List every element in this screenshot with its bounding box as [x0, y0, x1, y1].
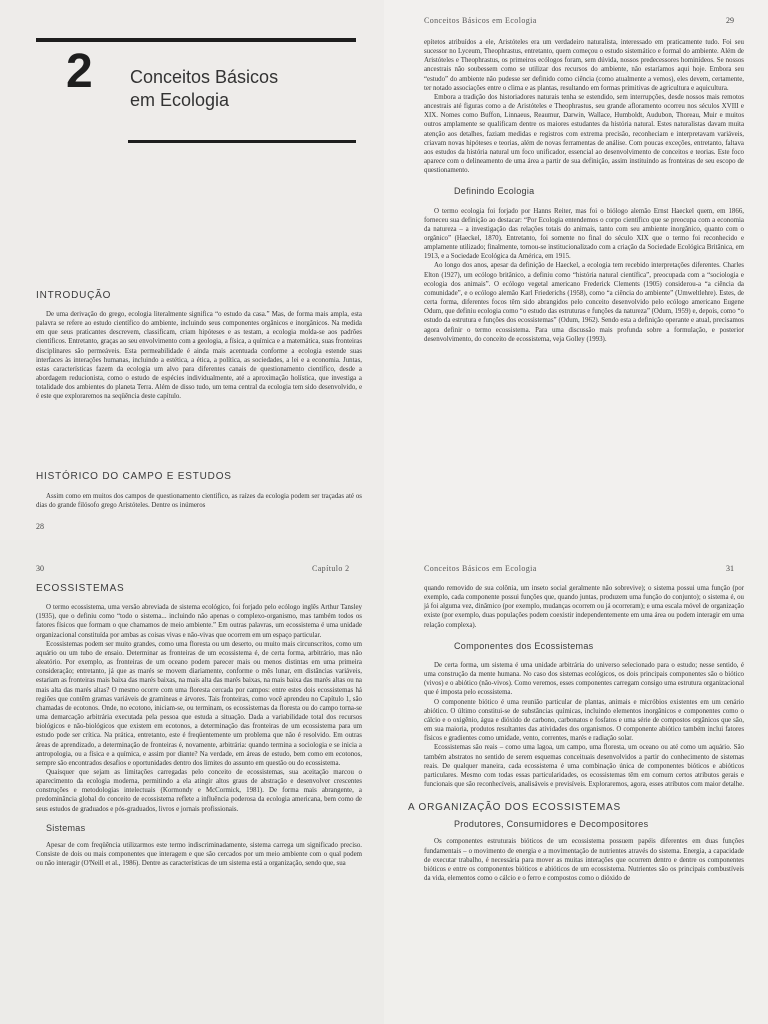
componentes-heading: Componentes dos Ecossistemas: [454, 640, 594, 651]
paragraph: Ecossistemas podem ser muito grandes, como uma floresta ou um deserto, ou muito mais circunscritos, como um aquário ou um tubo de ensaio. Determinar as fronteiras de um ecossistema é, de certa forma, arbitrário, mas não aleatório. Por exemplo, as fronteiras de um oceano podem parecer mais ou menos distintas em uma primeira consideração; entretanto, já que as marés se movem diariamente, conforme o mês lunar, em distâncias variáveis, estariam as fronteiras mais baixa das marés baixas, na mais alta das marés baixas, na mais baixa das marés altas ou na mais alta das marés altas? O mesmo ocorre com uma floresta cercada por campos: entre estes dois ecossistemas há regiões que contêm gramas variáveis de gramíneas e árvores. Tais fronteiras, como você aprendeu no Capítulo 1, são chamadas de ecotonos. Onde, no ecotono, iniciam-se, ou terminam, os ecossistemas da floresta ou do campo torna-se uma demarcação arbitrária executada pela pessoa que estuda a situação. Dada a variabilidade total dos recursos biológicos e não-biológicos que existem em ecotonos, a determinação das fronteiras de um ecossistema para um estudo pode ser crítica. Na prática, entretanto, este é freqüentemente um problema que não é resolvido. Em outras áreas de aprendizado, a determinação de fronteiras é, novamente, arbitrária: quando termina a sociologia e se inicia a antropologia, ou a física e a química, e assim por diante? Na verdade, em áreas de estudo, bem como em ecotonos, sempre são encontrados desafios e oportunidades dentro dos limites do assunto em questão ou do ecossistema.: [36, 640, 362, 767]
paragraph: Quaisquer que sejam as limitações carregadas pelo conceito de ecossistemas, sua aceitação marcou o aparecimento da ecologia moderna, permitindo a ela atingir altos graus de abstração e desenvolver crescentes construções e metodologias intelectuais (Kormondy e McCormick, 1981). De forma mais abrangente, a predominância global do conceito de ecossistema reflete a influência poderosa da ecologia americana, bem como de seus estudos de graduados e pós-graduados, livros e jornais profissionais.: [36, 768, 362, 813]
definindo-ecologia-heading: Definindo Ecologia: [454, 186, 535, 197]
paragraph: epítetos atribuídos a ele, Aristóteles era um verdadeiro naturalista, interessado em praticamente tudo. Foi seu sucessor no Lyceum, Theophrastus, entretanto, quem começou o estudo sistemático e formal do ambiente. Além de Aristóteles e Theophrastus, os primeiros ecólogos foram, sem dúvida, nossos predecessores hominídeos. Se nossos ancestrais não soubessem como se utilizar dos recursos do ambiente, não estaríamos aqui hoje. Embora seu “estudo” do ambiente não pudesse ser definido como ciência (como atualmente a vemos), eles devem, certamente, ter notado associações entre o clima e as plantas, resultando em formas primitivas de agricultura e aquicultura.: [424, 39, 744, 92]
intro-body: [36, 310, 362, 402]
sistemas-heading: Sistemas: [46, 822, 86, 833]
page-28: [0, 0, 384, 540]
page-29: [384, 0, 768, 540]
page-30: [0, 540, 384, 1024]
paragraph: O termo ecossistema, uma versão abreviada de sistema ecológico, foi forjado pelo ecólogo inglês Arthur Tansley (1935), que o definiu como “todo o sistema... incluindo não apenas o complexo-organismo, mas também todos os fatores físicos que formam o que chamamos de meio ambiente.” Em outras palavras, um ecossistema é uma unidade organizacional constituída por ambas as coisas vivas e não-vivas que ocorrem em um espaço particular.: [36, 604, 362, 639]
paragraph: Os componentes estruturais bióticos de um ecossistema possuem papéis diferentes em duas funções fundamentais – o movimento de energia e a movimentação de nutrientes através do sistema. Energia, a capacidade de executar trabalho, é necessária para mover as muitas interações que ocorrem dentro e dentre os componentes bióticos e entre os componentes bióticos e abióticos de um ecossistema. Nutrientes são os principais combustíveis da vida, elementos como o cálcio e o ferro e compostos como o dióxido de: [424, 838, 744, 883]
chapter-title-line2: em Ecologia: [130, 90, 230, 110]
page-number: 30: [36, 564, 44, 573]
chapter-title-line1: Conceitos Básicos: [130, 67, 279, 87]
paragraph: O termo ecologia foi forjado por Hanns Reiter, mas foi o biólogo alemão Ernst Haeckel quem, em 1866, forneceu sua definição ao destacar: “Por Ecologia entendemos o corpo científico que se preocupa com a economia da natureza – a investigação das relações totais do animais, tanto com seu ambiente inorgânico, quanto com o orgânico” (Haeckel, 1870). Entretanto, foi somente no final do século XIX que o termo foi reconhecido e amplamente utilizado; finalmente, tornou-se institucionalizado com a criação da Sociedade Ecológica Britânica, em 1913, e a Sociedade Ecológica da América, em 1915.: [424, 207, 744, 261]
history-body: [36, 492, 362, 510]
running-head: Conceitos Básicos em Ecologia: [424, 564, 537, 573]
paragraph: Embora a tradição dos historiadores naturais tenha se estendido, sem interrupções, desde nossos mais remotos ancestrais até figuras como a de Aristóteles e Theophrastus, seu grande afloramento ocorreu nos séculos XVIII e XIX. Nomes como Buffon, Linnaeus, Reaumur, Darwin, Wallace, Humboldt, Audubon, Thoreau, Muir e muitos outros amplamente se qualificam dentre os maiores estudantes da história natural. Estes naturalistas davam muita atenção aos detalhes, faziam medidas e registros com extrema precisão, reconheciam e interpretavam variáveis, criavam novas hipóteses e teorias, além de novas ferramentas de análise. Com poucas exceções, entretanto, faltava aos estudos da história natural um foco unificador, essencial ao desenvolvimento de conceitos e teorias. Este foco aparece com o delineamento de uma área a partir de sua definição, assim instituindo as fronteiras de seu escopo de questionamento.: [424, 93, 744, 175]
history-heading: HISTÓRICO DO CAMPO E ESTUDOS: [36, 471, 232, 482]
intro-heading: INTRODUÇÃO: [36, 290, 112, 301]
page-number: 31: [726, 564, 734, 573]
paragraph: O componente biótico é uma reunião particular de plantas, animais e micróbios existentes em um cenário abiótico. O último constitui-se de substâncias químicas, incluindo elementos inorgânicos e componentes como o cálcio e o oxigênio, água e dióxido de carbono, carbonatos e fosfatos e uma série de compostos orgânicos que são, em sua maioria, produtos resultantes das atividades dos organismos. O componente abiótico também inclui fatores físicos e gradientes como umidade, vento, correntes, marés e radiação solar.: [424, 698, 744, 743]
page31-body: [408, 584, 745, 883]
page29-body: [424, 38, 744, 344]
organizacao-heading: A ORGANIZAÇÃO DOS ECOSSISTEMAS: [408, 802, 621, 814]
chapter-number: 2: [66, 45, 93, 98]
intro-paragraph: De uma derivação do grego, ecologia literalmente significa “o estudo da casa.” Mas, de forma mais ampla, esta palavra se refere ao estudo científico do ambiente, incluindo seus componentes orgânicos e inorgânicos. Na medida em que seus praticantes descrevem, classificam, criam hipóteses e as testam, a ecologia molda-se aos padrões científicos. Entretanto, graças ao seu envolvimento com a geologia, a física, a química e a matemática, suas fronteiras disciplinares são permeáveis. Esta permeabilidade é ainda mais acentuada conforme a ecologia estende suas interfaces às interações humanas, incluindo a estética, a ética, a política, as sociedades, a lei e a economia. Juntas, estas características fazem da ecologia um alvo para diferentes canais de questionamento científico, desde a abordagem reducionista, como o estudo de espécies individualmente, até a aproximação holística, que investiga a totalidade dos ambientes do planeta Terra. Além de disso tudo, um tema central da ecologia tem sido desenvolvido, e é este que exploraremos na seqüência deste capítulo.: [36, 311, 362, 401]
running-head: Capítulo 2: [312, 564, 350, 573]
paragraph: Ao longo dos anos, apesar da definição de Haeckel, a ecologia tem recebido interpretações diferentes. Charles Elton (1927), um ecólogo britânico, a definiu como “história natural científica”, preocupada com a “sociologia e ecologia dos animais”. O ecólogo vegetal americano Frederick Clements (1905) considerou-a “a ciência da comunidade”, e o ecólogo alemão Karl Friederichs (1958), como “a ciência do ambiente” (Umweltlehre). Estes, de certa forma, diferentes focos têm sido abrangidos pelo conceito desenvolvido pelo ecólogo americano Eugene Odum, que definiu ecologia como “o estudo das estruturas e funções da natureza” (Odum, 1959) e, depois, como “o estudo da estrutura e funções dos ecossistemas” (Odum, 1962). Sendo esta a definição operante e atual, precisamos agora definir o termo ecossistema. Para uma discussão mais profunda sobre a formulação, e posterior desenvolvimento, do conceito de ecossistema, veja Golley (1993).: [424, 262, 744, 343]
paragraph: Apesar de com freqüência utilizarmos este termo indiscriminadamente, sistema carrega um significado preciso. Consiste de dois ou mais componentes que interagem e que são cercados por um meio ambiente com o qual podem ou não interagir (O'Neill et al., 1986). Dentre as características de um sistema está a organização, sendo que, sua: [36, 841, 362, 868]
chapter-title: [130, 66, 278, 112]
paragraph: Ecossistemas são reais – como uma lagoa, um campo, uma floresta, um oceano ou até como um aquário. São também abstratos no sentido de serem esquemas conceituais desenvolvidos a partir do conhecimento de sistemas reais. De qualquer maneira, cada ecossistema é uma combinação única de componentes bióticos e abióticos particulares. Mesmo com todas essas particularidades, os ecossistemas têm em comum certos atributos gerais e funcionais que são reconhecíveis, analisáveis e previsíveis. Exploraremos, agora, esses atributos com maior detalhe.: [424, 744, 744, 788]
running-head: Conceitos Básicos em Ecologia: [424, 16, 537, 25]
chapter-rule-bottom: [128, 140, 356, 143]
page30-body: [36, 584, 362, 868]
ecossistemas-heading: ECOSSISTEMAS: [36, 583, 125, 594]
page-31: [384, 540, 768, 1024]
history-paragraph: Assim como em muitos dos campos de questionamento científico, as raízes da ecologia podem ser traçadas até os dias do grande filósofo grego Aristóteles. Dentre os inúmeros: [36, 493, 362, 510]
page-number: 28: [36, 522, 44, 531]
paragraph: De certa forma, um sistema é uma unidade arbitrária do universo selecionado para o estudo; nesse sentido, é uma construção da mente humana. No caso dos sistemas ecológicos, os dois principais componentes são o biótico (vivos) e o abiótico (não-vivos). Como veremos, esses componentes carregam consigo uma estrutura organizacional que é imposta pelo ecossistema.: [424, 661, 745, 697]
paragraph: quando removido de sua colônia, um inseto social geralmente não sobrevive); o sistema possui uma função (por exemplo, cada componente possui funções que, quando juntas, produzem uma função do conjunto); o sistema é, ou já foi alguma vez, dinâmico (por exemplo, mudanças ocorrem ou já ocorreram); e uma escala móvel de organização existe (por exemplo, duas populações podem coexistir independentemente em uma área ou podem interagir em uma relação complexa).: [424, 585, 744, 629]
page-number: 29: [726, 16, 734, 25]
produtores-heading: Produtores, Consumidores e Decompositores: [454, 819, 649, 830]
